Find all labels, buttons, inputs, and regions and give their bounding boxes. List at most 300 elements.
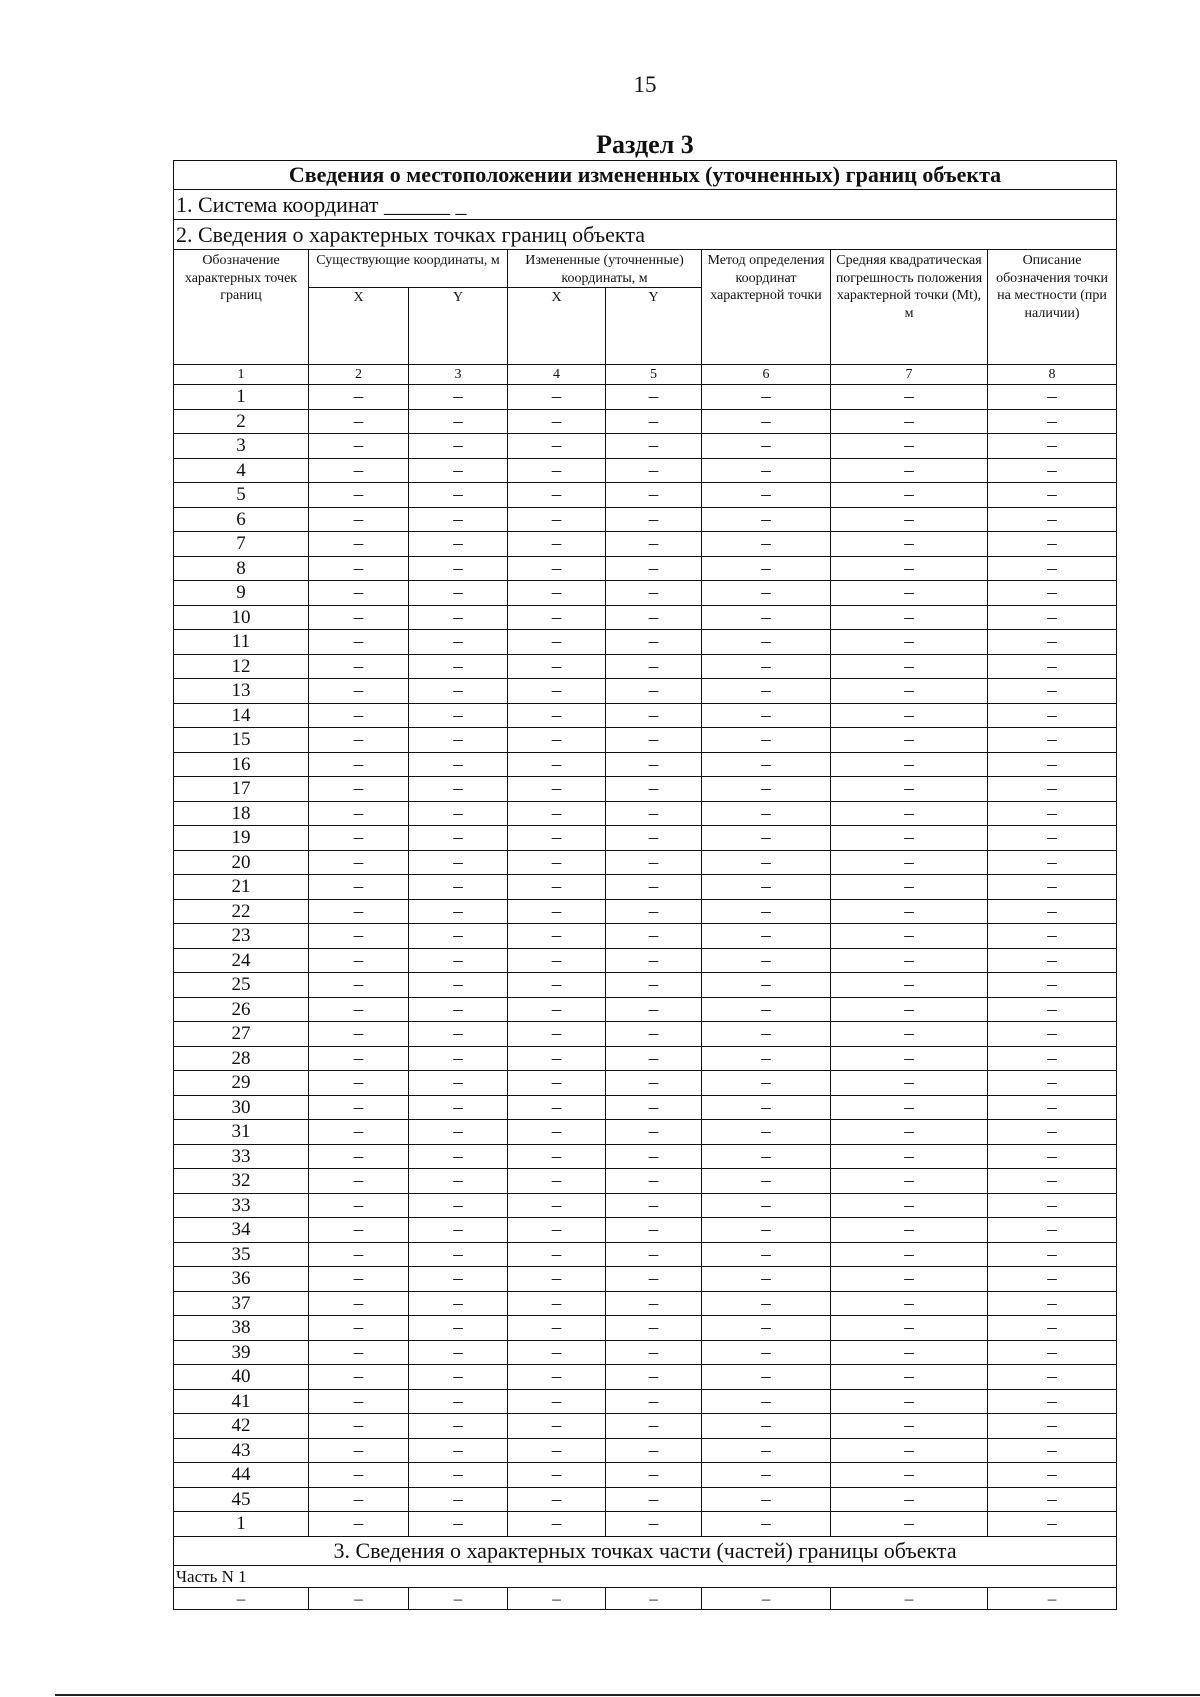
table-cell: –: [409, 948, 508, 973]
table-cell: –: [988, 1512, 1117, 1537]
table-cell: –: [409, 1316, 508, 1341]
point-label: 16: [174, 752, 309, 777]
table-cell: –: [508, 1267, 606, 1292]
table-cell: –: [606, 997, 702, 1022]
table-cell: –: [702, 1169, 831, 1194]
table-cell: –: [988, 434, 1117, 459]
table-cell: –: [409, 1046, 508, 1071]
table-cell: –: [309, 507, 409, 532]
table-cell: –: [831, 973, 988, 998]
table-cell: –: [409, 1144, 508, 1169]
point-label: 13: [174, 679, 309, 704]
table-cell: –: [702, 581, 831, 606]
table-cell: –: [606, 948, 702, 973]
table-cell: –: [831, 1487, 988, 1512]
table-cell: –: [702, 630, 831, 655]
table-cell: –: [409, 630, 508, 655]
table-cell: –: [309, 1487, 409, 1512]
table-cell: –: [409, 1414, 508, 1439]
table-cell: –: [831, 1414, 988, 1439]
table-cell: –: [606, 483, 702, 508]
point-label: 14: [174, 703, 309, 728]
table-cell: –: [988, 1046, 1117, 1071]
table-row: [174, 1193, 1117, 1218]
table-cell: –: [409, 1291, 508, 1316]
table-cell: –: [988, 973, 1117, 998]
table-cell: –: [409, 1267, 508, 1292]
table-cell: –: [831, 679, 988, 704]
table-row: [174, 703, 1117, 728]
table-cell: –: [831, 1022, 988, 1047]
table-cell: –: [309, 948, 409, 973]
table-cell: –: [309, 679, 409, 704]
page-number: 15: [633, 72, 657, 97]
table-cell: –: [309, 630, 409, 655]
table-cell: –: [606, 1218, 702, 1243]
table-cell: –: [508, 1389, 606, 1414]
table-cell: –: [988, 1144, 1117, 1169]
table-cell: –: [988, 507, 1117, 532]
table-cell: –: [409, 899, 508, 924]
table-cell: –: [606, 1022, 702, 1047]
table-cell: –: [831, 1463, 988, 1488]
table-cell: –: [508, 826, 606, 851]
table-cell: –: [606, 1193, 702, 1218]
table-cell: –: [409, 679, 508, 704]
table-cell: –: [606, 703, 702, 728]
table-cell: –: [702, 752, 831, 777]
table-cell: –: [831, 899, 988, 924]
table-cell: –: [831, 1242, 988, 1267]
table-cell: –: [508, 532, 606, 557]
table-cell: –: [606, 679, 702, 704]
point-label: 43: [174, 1438, 309, 1463]
table-cell: –: [309, 728, 409, 753]
table-cell: –: [831, 1340, 988, 1365]
table-cell: –: [309, 458, 409, 483]
table-cell: –: [508, 801, 606, 826]
table-cell: –: [988, 1120, 1117, 1145]
table-cell: –: [988, 875, 1117, 900]
table-cell: –: [508, 409, 606, 434]
header-method: Метод определения координат характерной точки: [702, 250, 831, 365]
table-cell: –: [606, 1414, 702, 1439]
point-label: 21: [174, 875, 309, 900]
table-cell: –: [988, 899, 1117, 924]
point-label: 1: [174, 385, 309, 410]
table-row: [174, 997, 1117, 1022]
table-cell: –: [508, 924, 606, 949]
table-cell: –: [409, 507, 508, 532]
table-row: [174, 752, 1117, 777]
table-cell: –: [831, 1365, 988, 1390]
table-cell: –: [309, 1389, 409, 1414]
table-row: [174, 556, 1117, 581]
table-cell: –: [831, 630, 988, 655]
table-cell: –: [309, 1169, 409, 1194]
table-cell: –: [988, 703, 1117, 728]
table-cell: –: [831, 948, 988, 973]
table-cell: –: [988, 1022, 1117, 1047]
table-row: [174, 1022, 1117, 1047]
table-cell: –: [309, 1438, 409, 1463]
table-cell: –: [309, 801, 409, 826]
part-section-title: 3. Сведения о характерных точках части (частей) границы объекта: [174, 1536, 1117, 1565]
table-cell: –: [988, 630, 1117, 655]
point-label: 41: [174, 1389, 309, 1414]
table-cell: –: [702, 1267, 831, 1292]
table-cell: –: [309, 899, 409, 924]
column-numbers-row: [174, 365, 1117, 385]
table-cell: –: [702, 1587, 831, 1609]
table-cell: –: [831, 1120, 988, 1145]
table-row: [174, 1218, 1117, 1243]
table-cell: –: [702, 458, 831, 483]
table-cell: –: [508, 1316, 606, 1341]
table-row: [174, 507, 1117, 532]
table-cell: –: [606, 973, 702, 998]
point-label: 40: [174, 1365, 309, 1390]
table-cell: –: [309, 777, 409, 802]
point-label: 19: [174, 826, 309, 851]
column-number: 8: [988, 365, 1117, 385]
table-row: [174, 409, 1117, 434]
table-cell: –: [508, 1046, 606, 1071]
table-cell: –: [831, 409, 988, 434]
point-label: 4: [174, 458, 309, 483]
table-cell: –: [309, 532, 409, 557]
point-label: 8: [174, 556, 309, 581]
table-cell: –: [702, 556, 831, 581]
table-cell: –: [702, 1487, 831, 1512]
point-label: 24: [174, 948, 309, 973]
point-label: 2: [174, 409, 309, 434]
table-cell: –: [606, 1365, 702, 1390]
table-cell: –: [988, 1071, 1117, 1096]
table-cell: –: [606, 777, 702, 802]
point-label: 6: [174, 507, 309, 532]
table-cell: –: [831, 997, 988, 1022]
part-row: [174, 1587, 1117, 1609]
table-row: [174, 1414, 1117, 1439]
point-label: 42: [174, 1414, 309, 1439]
table-cell: –: [606, 801, 702, 826]
point-label: 27: [174, 1022, 309, 1047]
table-cell: –: [409, 1242, 508, 1267]
table-cell: –: [702, 1193, 831, 1218]
point-label: 7: [174, 532, 309, 557]
table-cell: –: [508, 1120, 606, 1145]
table-cell: –: [606, 556, 702, 581]
table-cell: –: [606, 1463, 702, 1488]
table-cell: –: [831, 850, 988, 875]
table-cell: –: [831, 434, 988, 459]
table-cell: –: [409, 434, 508, 459]
table-cell: –: [702, 1365, 831, 1390]
table-cell: –: [988, 654, 1117, 679]
table-cell: –: [831, 1218, 988, 1243]
table-row: [174, 850, 1117, 875]
table-cell: –: [702, 973, 831, 998]
table-cell: –: [988, 777, 1117, 802]
table-cell: –: [702, 1022, 831, 1047]
point-label: 12: [174, 654, 309, 679]
table-cell: –: [508, 630, 606, 655]
point-label: 45: [174, 1487, 309, 1512]
table-cell: –: [409, 1365, 508, 1390]
table-cell: –: [409, 1071, 508, 1096]
table-cell: –: [606, 434, 702, 459]
table-cell: –: [508, 875, 606, 900]
table-cell: –: [309, 1463, 409, 1488]
table-row: [174, 1144, 1117, 1169]
table-cell: –: [988, 581, 1117, 606]
table-cell: –: [409, 1340, 508, 1365]
table-cell: –: [508, 1438, 606, 1463]
table-cell: –: [702, 434, 831, 459]
points-info-heading: 2. Сведения о характерных точках границ объекта: [174, 220, 1117, 250]
table-cell: –: [702, 899, 831, 924]
table-cell: –: [508, 1512, 606, 1537]
table-cell: –: [831, 532, 988, 557]
table-cell: –: [606, 850, 702, 875]
point-label: 20: [174, 850, 309, 875]
table-cell: –: [508, 1144, 606, 1169]
table-cell: –: [606, 1144, 702, 1169]
table-cell: –: [409, 532, 508, 557]
table-row: [174, 1512, 1117, 1537]
table-cell: –: [988, 1587, 1117, 1609]
table-cell: –: [988, 556, 1117, 581]
table-cell: –: [508, 752, 606, 777]
table-cell: –: [508, 1095, 606, 1120]
table-cell: –: [508, 1218, 606, 1243]
table-cell: –: [831, 1316, 988, 1341]
table-cell: –: [409, 1587, 508, 1609]
table-cell: –: [309, 1144, 409, 1169]
table-cell: –: [409, 1512, 508, 1537]
table-cell: –: [309, 1218, 409, 1243]
point-label: 9: [174, 581, 309, 606]
point-label: 36: [174, 1267, 309, 1292]
table-cell: –: [606, 1267, 702, 1292]
table-cell: –: [309, 1071, 409, 1096]
table-row: [174, 1291, 1117, 1316]
table-cell: –: [831, 875, 988, 900]
table-cell: –: [606, 1438, 702, 1463]
table-cell: –: [702, 1291, 831, 1316]
table-cell: –: [988, 1389, 1117, 1414]
table-cell: –: [988, 409, 1117, 434]
table-row: [174, 1120, 1117, 1145]
table-cell: –: [606, 605, 702, 630]
table-cell: –: [606, 581, 702, 606]
table-row: [174, 826, 1117, 851]
table-cell: –: [831, 924, 988, 949]
table-cell: –: [409, 654, 508, 679]
table-cell: –: [606, 1512, 702, 1537]
table-row: [174, 630, 1117, 655]
table-cell: –: [409, 1487, 508, 1512]
table-cell: –: [409, 1095, 508, 1120]
table-cell: –: [309, 1022, 409, 1047]
table-cell: –: [702, 1144, 831, 1169]
table-cell: –: [309, 875, 409, 900]
table-cell: –: [606, 1389, 702, 1414]
table-cell: –: [831, 801, 988, 826]
header-existing-x: X: [309, 288, 409, 365]
table-cell: –: [309, 1512, 409, 1537]
table-cell: –: [409, 924, 508, 949]
table-cell: –: [702, 1095, 831, 1120]
column-number: 1: [174, 365, 309, 385]
table-cell: –: [702, 1438, 831, 1463]
table-cell: –: [309, 483, 409, 508]
table-cell: –: [702, 826, 831, 851]
column-number: 2: [309, 365, 409, 385]
table-cell: –: [508, 1340, 606, 1365]
point-label: 29: [174, 1071, 309, 1096]
table-cell: –: [309, 752, 409, 777]
table-cell: –: [702, 924, 831, 949]
header-existing-y: Y: [409, 288, 508, 365]
table-cell: –: [508, 556, 606, 581]
header-existing-coordinates: Существующие координаты, м: [309, 250, 508, 288]
table-cell: –: [831, 826, 988, 851]
table-cell: –: [988, 1169, 1117, 1194]
table-cell: –: [606, 875, 702, 900]
table-cell: –: [988, 752, 1117, 777]
table-row: [174, 385, 1117, 410]
table-cell: –: [831, 1071, 988, 1096]
boundary-points-table: [173, 160, 1117, 1610]
table-cell: –: [508, 679, 606, 704]
table-data-body: [174, 385, 1117, 1537]
column-number: 4: [508, 365, 606, 385]
table-cell: –: [508, 1463, 606, 1488]
point-label: 28: [174, 1046, 309, 1071]
table-cell: –: [309, 924, 409, 949]
point-label: 11: [174, 630, 309, 655]
column-number: 5: [606, 365, 702, 385]
table-row: [174, 605, 1117, 630]
table-row: [174, 1463, 1117, 1488]
table-cell: –: [409, 1022, 508, 1047]
point-label: 33: [174, 1144, 309, 1169]
table-cell: –: [831, 752, 988, 777]
table-cell: –: [831, 1193, 988, 1218]
table-cell: –: [988, 1438, 1117, 1463]
table-cell: –: [831, 1389, 988, 1414]
table-row: [174, 1071, 1117, 1096]
table-cell: –: [606, 728, 702, 753]
point-label: 34: [174, 1218, 309, 1243]
table-row: [174, 973, 1117, 998]
table-cell: –: [508, 973, 606, 998]
header-description: Описание обозначения точки на местности (при наличии): [988, 250, 1117, 365]
table-cell: –: [508, 654, 606, 679]
table-cell: –: [702, 1463, 831, 1488]
table-cell: –: [309, 826, 409, 851]
table-row: [174, 483, 1117, 508]
table-cell: –: [988, 483, 1117, 508]
point-label: 44: [174, 1463, 309, 1488]
table-cell: –: [831, 483, 988, 508]
table-cell: –: [409, 1169, 508, 1194]
table-cell: –: [831, 1438, 988, 1463]
table-row: [174, 581, 1117, 606]
table-cell: –: [409, 409, 508, 434]
point-label: 15: [174, 728, 309, 753]
table-row: [174, 1242, 1117, 1267]
point-label: 5: [174, 483, 309, 508]
table-cell: –: [409, 483, 508, 508]
point-label: 32: [174, 1169, 309, 1194]
table-cell: –: [508, 948, 606, 973]
table-cell: –: [508, 728, 606, 753]
table-cell: –: [606, 654, 702, 679]
table-cell: –: [606, 532, 702, 557]
table-cell: –: [508, 1587, 606, 1609]
table-cell: –: [702, 1071, 831, 1096]
table-cell: –: [702, 1389, 831, 1414]
table-cell: –: [309, 1242, 409, 1267]
point-label: 30: [174, 1095, 309, 1120]
table-cell: –: [831, 581, 988, 606]
table-cell: –: [409, 973, 508, 998]
table-row: [174, 654, 1117, 679]
table-cell: –: [508, 1487, 606, 1512]
table-cell: –: [174, 1587, 309, 1609]
table-cell: –: [988, 1487, 1117, 1512]
table-cell: –: [606, 630, 702, 655]
table-cell: –: [988, 532, 1117, 557]
page-bottom-rule: [55, 1694, 1200, 1696]
table-cell: –: [988, 826, 1117, 851]
header-designation: Обозначение характерных точек границ: [174, 250, 309, 365]
table-cell: –: [508, 385, 606, 410]
table-cell: –: [409, 826, 508, 851]
header-changed-y: Y: [606, 288, 702, 365]
table-cell: –: [409, 1218, 508, 1243]
point-label: 18: [174, 801, 309, 826]
table-cell: –: [831, 1046, 988, 1071]
table-cell: –: [606, 899, 702, 924]
table-cell: –: [309, 703, 409, 728]
table-cell: –: [309, 654, 409, 679]
table-cell: –: [988, 1414, 1117, 1439]
coordinate-system-line: 1. Система координат ______ _: [174, 190, 1117, 220]
table-cell: –: [702, 605, 831, 630]
table-cell: –: [606, 1095, 702, 1120]
table-cell: –: [508, 777, 606, 802]
table-cell: –: [702, 532, 831, 557]
table-row: [174, 875, 1117, 900]
table-row: [174, 1046, 1117, 1071]
point-label: 3: [174, 434, 309, 459]
table-cell: –: [702, 1316, 831, 1341]
table-cell: –: [988, 679, 1117, 704]
point-label: 23: [174, 924, 309, 949]
table-cell: –: [508, 1169, 606, 1194]
header-mean-error: Средняя квадратическая погрешность положения характерной точки (Mt), м: [831, 250, 988, 365]
point-label: 35: [174, 1242, 309, 1267]
table-cell: –: [606, 1071, 702, 1096]
point-label: 39: [174, 1340, 309, 1365]
table-cell: –: [988, 801, 1117, 826]
table-cell: –: [831, 1095, 988, 1120]
table-cell: –: [606, 385, 702, 410]
